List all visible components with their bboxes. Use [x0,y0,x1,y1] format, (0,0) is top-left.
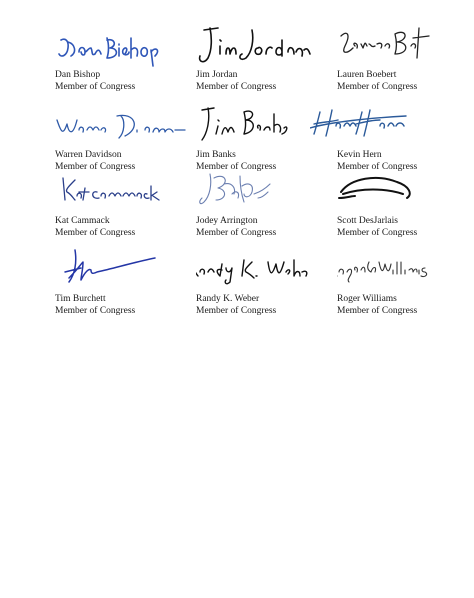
signature-warren-davidson [55,98,195,150]
signatory-name: Jim Jordan [196,70,238,80]
signature-block-kevin-hern [310,98,450,173]
signatory-title: Member of Congress [196,305,277,316]
signature-lauren-boebert [337,18,474,70]
signature-block-jim-jordan [196,18,336,93]
signature-randy-weber [196,242,336,294]
signatory-title: Member of Congress [196,161,277,172]
signature-block-lauren-boebert [337,18,474,93]
signature-block-scott-desjarlais [337,161,474,239]
signatory-name: Dan Bishop [55,70,101,80]
signature-jodey-arrington [196,161,336,216]
signature-block-randy-weber [196,242,336,317]
signature-kat-cammack [55,161,195,216]
signatory-title: Member of Congress [55,161,136,172]
signature-block-warren-davidson [55,98,195,173]
signatory-name: Randy K. Weber [196,294,260,304]
signatory-name: Tim Burchett [55,294,106,304]
signatory-title: Member of Congress [337,305,418,316]
signatory-title: Member of Congress [196,227,277,238]
signature-block-roger-williams [337,242,474,317]
signature-roger-williams [337,242,474,294]
signature-block-jodey-arrington [196,161,336,239]
signatory-title: Member of Congress [55,305,136,316]
signatory-title: Member of Congress [337,161,418,172]
signatory-name: Kat Cammack [55,216,110,226]
signature-block-dan-bishop [55,18,195,93]
signature-dan-bishop [55,18,195,70]
signatory-title: Member of Congress [55,81,136,92]
signatory-name: Kevin Hern [337,150,382,160]
signatory-title: Member of Congress [337,227,418,238]
signatory-name: Lauren Boebert [337,70,397,80]
signatory-title: Member of Congress [196,81,277,92]
signatory-name: Jodey Arrington [196,216,258,226]
signatory-name: Warren Davidson [55,150,122,160]
signatory-name: Scott DesJarlais [337,216,398,226]
signatory-name: Roger Williams [337,294,397,304]
signature-tim-burchett [55,242,195,294]
signatory-title: Member of Congress [55,227,136,238]
signature-scott-desjarlais [337,161,474,216]
signature-kevin-hern [310,98,450,150]
signatory-title: Member of Congress [337,81,418,92]
signature-block-kat-cammack [55,161,195,239]
signature-jim-jordan [196,18,336,70]
signature-block-tim-burchett [55,242,195,317]
signatory-name: Jim Banks [196,150,236,160]
